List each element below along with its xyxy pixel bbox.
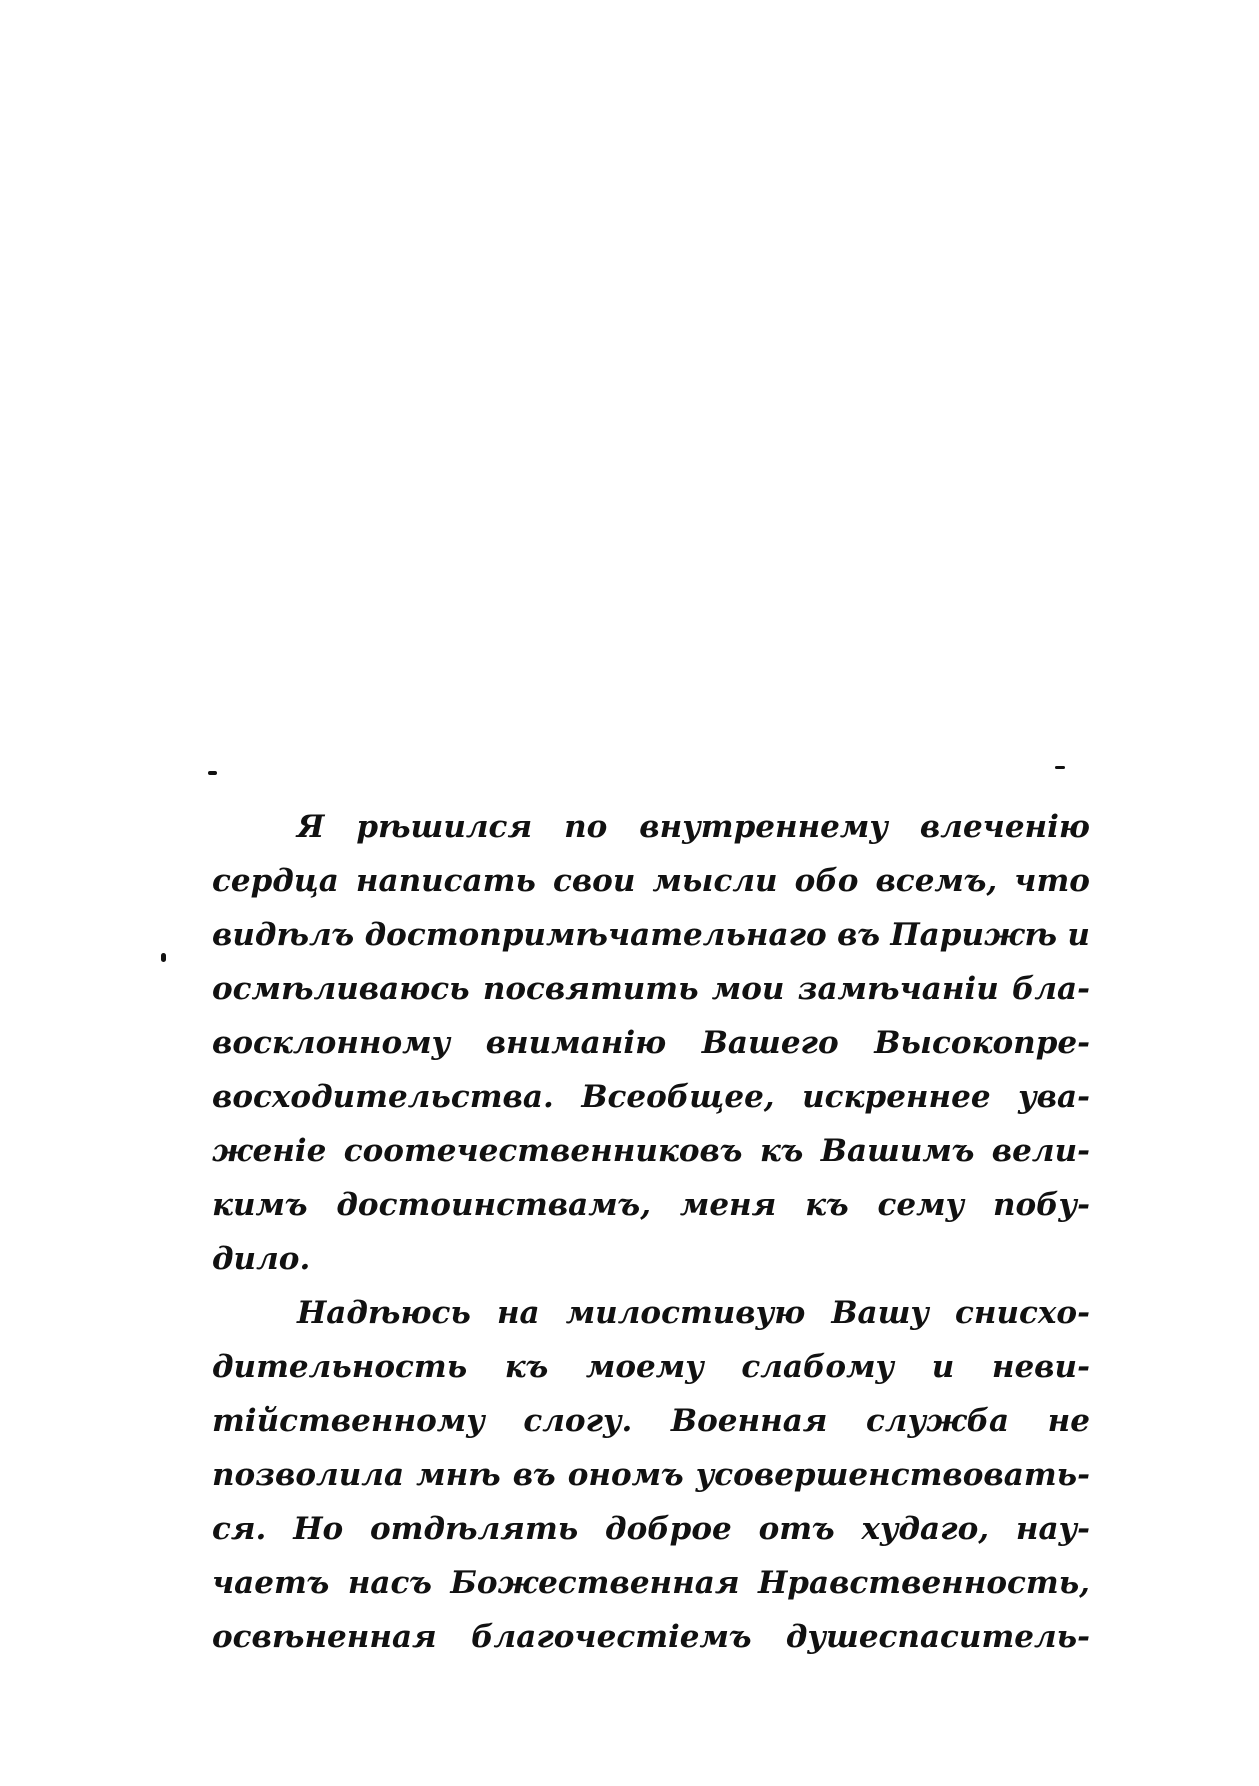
word: по xyxy=(564,809,608,845)
word: Надѣюсь xyxy=(297,1295,471,1331)
word: Военная xyxy=(670,1403,828,1439)
word: неви- xyxy=(991,1349,1090,1385)
word: видѣлъ xyxy=(212,917,355,953)
word: позволила xyxy=(212,1457,405,1493)
word: свои xyxy=(552,863,636,899)
text-line xyxy=(212,1232,1090,1286)
text-line xyxy=(212,1070,1090,1124)
word: что xyxy=(1014,863,1090,899)
word: дительность xyxy=(212,1349,468,1385)
body-text xyxy=(212,800,1090,1664)
word: тійственному xyxy=(212,1403,485,1439)
word: внутреннему xyxy=(639,809,888,845)
word: соотечественниковъ xyxy=(343,1133,743,1169)
text-line xyxy=(212,908,1090,962)
word: восходительства. xyxy=(212,1079,554,1115)
word: насъ xyxy=(347,1565,432,1601)
word: на xyxy=(496,1295,540,1331)
word: ономъ xyxy=(567,1457,684,1493)
word: въ xyxy=(512,1457,556,1493)
word: всемъ, xyxy=(875,863,998,899)
word: слогу. xyxy=(523,1403,633,1439)
word: написать xyxy=(355,863,536,899)
word: къ xyxy=(805,1187,849,1223)
word: освѣненная xyxy=(212,1619,437,1655)
word: служба xyxy=(866,1403,1010,1439)
word: Вашего xyxy=(701,1025,839,1061)
word: Всеобщее, xyxy=(581,1079,775,1115)
word: достопримѣчательнаго xyxy=(364,917,827,953)
word: вели- xyxy=(991,1133,1090,1169)
word: Вашимъ xyxy=(820,1133,975,1169)
word: Но xyxy=(293,1511,344,1547)
text-line xyxy=(212,854,1090,908)
word: чаетъ xyxy=(212,1565,330,1601)
word: милостивую xyxy=(565,1295,806,1331)
text-line xyxy=(212,1016,1090,1070)
word: и xyxy=(1067,917,1090,953)
word: и xyxy=(931,1349,955,1385)
word: къ xyxy=(759,1133,804,1169)
word: осмѣливаюсь xyxy=(212,971,470,1007)
word: Высокопре- xyxy=(874,1025,1090,1061)
word: ува- xyxy=(1018,1079,1090,1115)
word: замѣчаніи xyxy=(797,971,999,1007)
word: влеченію xyxy=(919,809,1090,845)
word: посвятить xyxy=(482,971,699,1007)
word: въ xyxy=(837,917,880,953)
word: Парижѣ xyxy=(890,917,1058,953)
word: худаго, xyxy=(861,1511,990,1547)
word: кимъ xyxy=(212,1187,308,1223)
word: мысли xyxy=(652,863,778,899)
word: искреннее xyxy=(802,1079,991,1115)
word: женіе xyxy=(212,1133,327,1169)
word: усовершенствовать- xyxy=(695,1457,1090,1493)
ink-mark xyxy=(161,953,166,962)
word: Вашу xyxy=(831,1295,929,1331)
word: сердца xyxy=(212,863,339,899)
word: Божественная xyxy=(450,1565,740,1601)
ink-mark xyxy=(208,771,217,775)
word: нау- xyxy=(1015,1511,1090,1547)
text-line xyxy=(212,1124,1090,1178)
text-line xyxy=(212,1556,1090,1610)
word: ся. xyxy=(212,1511,267,1547)
text-line xyxy=(212,1178,1090,1232)
text-line xyxy=(212,1286,1090,1340)
text-line xyxy=(212,962,1090,1016)
word: не xyxy=(1047,1403,1090,1439)
ink-mark xyxy=(1055,766,1065,769)
text-line xyxy=(212,1502,1090,1556)
word: слабому xyxy=(741,1349,895,1385)
word: обо xyxy=(794,863,859,899)
text-line xyxy=(212,800,1090,854)
word: рѣшился xyxy=(356,809,533,845)
word: благочестіемъ xyxy=(471,1619,752,1655)
word: достоинствамъ, xyxy=(336,1187,652,1223)
text-line xyxy=(212,1394,1090,1448)
word: отдѣлять xyxy=(370,1511,579,1547)
word: дило. xyxy=(212,1241,311,1277)
word: сему xyxy=(877,1187,965,1223)
word: моему xyxy=(585,1349,704,1385)
word: побу- xyxy=(992,1187,1090,1223)
word: Нравственность, xyxy=(758,1565,1090,1601)
word: отъ xyxy=(758,1511,835,1547)
word: снисхо- xyxy=(955,1295,1090,1331)
word: меня xyxy=(679,1187,777,1223)
word: мнѣ xyxy=(416,1457,501,1493)
word: къ xyxy=(504,1349,549,1385)
word: восклонному xyxy=(212,1025,451,1061)
text-line xyxy=(212,1448,1090,1502)
word: мои xyxy=(711,971,785,1007)
word: вниманію xyxy=(485,1025,667,1061)
text-line xyxy=(212,1340,1090,1394)
word: душеспаситель- xyxy=(785,1619,1090,1655)
text-line xyxy=(212,1610,1090,1664)
word: Я xyxy=(297,809,325,845)
word: доброе xyxy=(605,1511,732,1547)
word: бла- xyxy=(1011,971,1090,1007)
